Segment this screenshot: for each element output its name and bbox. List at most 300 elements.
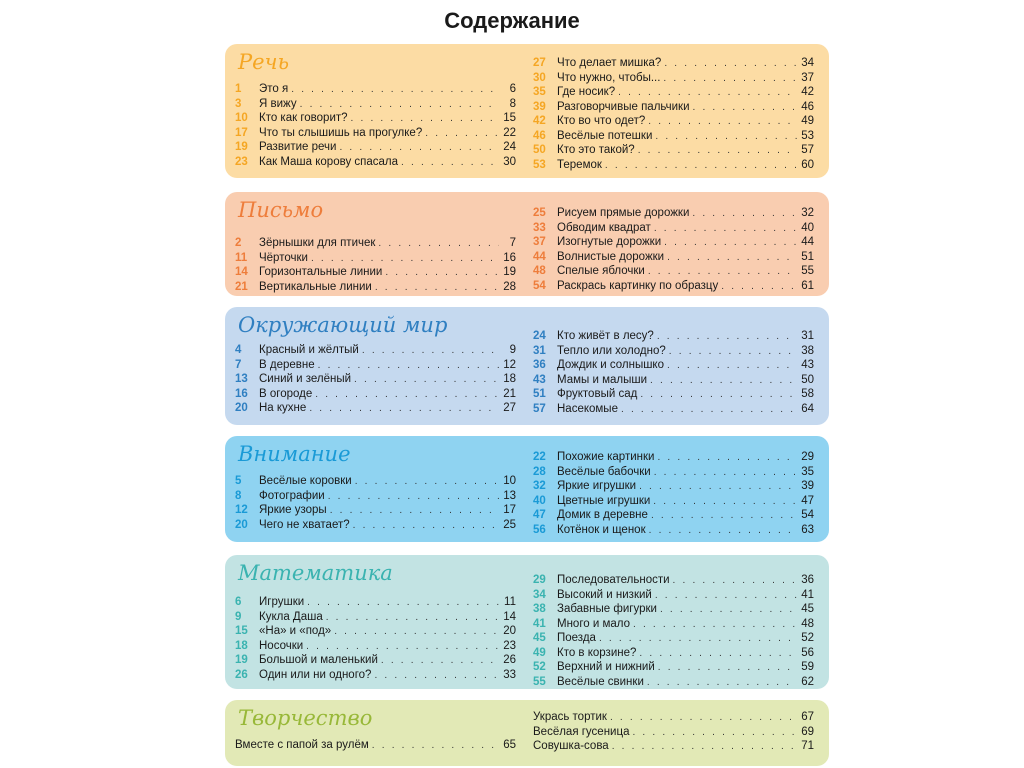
- section-1: [225, 44, 829, 178]
- toc-entry[interactable]: [533, 344, 814, 359]
- entry-page: 6: [509, 83, 516, 95]
- dot-leader: [401, 156, 499, 171]
- entry-title: Укрась тортик: [533, 711, 607, 723]
- entry-page: 57: [801, 144, 814, 156]
- toc-entry[interactable]: [235, 503, 516, 518]
- entry-title: Носочки: [259, 639, 304, 652]
- entry-number: 22: [533, 451, 546, 463]
- entry-number: 51: [533, 388, 546, 400]
- entry-number: 35: [533, 86, 546, 98]
- dot-leader: [599, 632, 797, 647]
- dot-leader: [610, 711, 797, 726]
- entry-page: 37: [801, 71, 814, 84]
- entry-page: 65: [503, 739, 516, 751]
- toc-entry[interactable]: [533, 479, 814, 494]
- entry-title: Тепло или холодно?: [557, 344, 666, 357]
- dot-leader: [334, 625, 499, 640]
- dot-leader: [330, 504, 499, 519]
- toc-entry[interactable]: [235, 668, 516, 683]
- entry-number: 3: [235, 97, 242, 110]
- section-title: Математика: [238, 561, 393, 585]
- toc-entry[interactable]: [533, 725, 814, 740]
- entry-number: 46: [533, 129, 546, 142]
- entry-title: Верхний и нижний: [557, 661, 655, 673]
- entry-page: 8: [509, 97, 516, 110]
- dot-leader: [354, 373, 499, 388]
- entry-title: Вместе с папой за рулём: [235, 739, 369, 751]
- entry-page: 43: [801, 359, 814, 371]
- section-title: Внимание: [238, 442, 351, 466]
- entry-number: 55: [533, 675, 546, 688]
- toc-entry[interactable]: [235, 653, 516, 668]
- toc-entry[interactable]: [533, 402, 814, 417]
- entry-page: 36: [801, 574, 814, 586]
- entry-number: 19: [235, 654, 248, 666]
- entry-title: Чёрточки: [259, 251, 308, 264]
- dot-leader: [651, 509, 797, 524]
- section-title: Творчество: [238, 706, 373, 730]
- entry-page: 69: [801, 725, 814, 738]
- entry-title: Яркие узоры: [259, 504, 327, 516]
- toc-entry[interactable]: [235, 489, 516, 504]
- entry-title: Волнистые дорожки: [557, 250, 665, 263]
- dot-leader: [664, 57, 797, 72]
- entry-title: Домик в деревне: [557, 509, 648, 521]
- entry-page: 55: [801, 265, 814, 277]
- dot-leader: [632, 726, 797, 741]
- toc-entry[interactable]: [235, 97, 516, 112]
- entry-page: 23: [503, 639, 516, 652]
- entry-title: Высокий и низкий: [557, 588, 652, 601]
- section-6: [225, 700, 829, 766]
- toc-entry[interactable]: [533, 85, 814, 100]
- entry-number: 25: [533, 207, 546, 219]
- entry-title: Последовательности: [557, 574, 670, 586]
- entry-title: Я вижу: [259, 97, 297, 110]
- entry-number: 18: [235, 639, 248, 652]
- entry-title: «На» и «под»: [259, 625, 332, 637]
- entry-number: 32: [533, 480, 546, 492]
- dot-leader: [663, 72, 797, 87]
- entry-title: Игрушки: [259, 596, 305, 608]
- toc-column-left: [235, 474, 516, 532]
- entry-page: 63: [801, 523, 814, 536]
- entry-title: Теремок: [557, 158, 602, 171]
- toc-column-right: [533, 710, 814, 754]
- entry-number: 38: [533, 603, 546, 615]
- toc-entry[interactable]: [235, 639, 516, 654]
- entry-page: 9: [509, 344, 516, 356]
- dot-leader: [291, 83, 499, 98]
- dot-leader: [378, 237, 499, 252]
- toc-entry[interactable]: [533, 588, 814, 603]
- entry-page: 62: [801, 675, 814, 688]
- toc-entry[interactable]: [533, 206, 814, 221]
- entry-title: На кухне: [259, 402, 307, 414]
- dot-leader: [307, 596, 499, 611]
- toc-column-right: [533, 329, 814, 416]
- entry-number: 19: [235, 141, 248, 153]
- dot-leader: [372, 739, 499, 754]
- dot-leader: [655, 130, 797, 145]
- toc-entry[interactable]: [533, 465, 814, 480]
- entry-number: 37: [533, 236, 546, 248]
- entry-title: Цветные игрушки: [557, 494, 651, 507]
- entry-page: 42: [801, 86, 814, 98]
- dot-leader: [633, 618, 797, 633]
- dot-leader: [638, 144, 797, 159]
- entry-title: Фотографии: [259, 489, 325, 502]
- dot-leader: [653, 495, 797, 510]
- dot-leader: [649, 524, 797, 539]
- toc-entry[interactable]: [235, 387, 516, 402]
- toc-column-right: [533, 56, 814, 172]
- entry-title: Весёлые бабочки: [557, 465, 651, 478]
- entry-page: 21: [503, 387, 516, 400]
- dot-leader: [315, 388, 499, 403]
- toc-entry[interactable]: [533, 221, 814, 236]
- entry-number: 29: [533, 574, 546, 586]
- section-4: [225, 436, 829, 542]
- entry-page: 13: [503, 489, 516, 502]
- entry-number: 16: [235, 387, 248, 400]
- toc-entry[interactable]: [533, 508, 814, 523]
- dot-leader: [693, 101, 798, 116]
- dot-leader: [657, 330, 797, 345]
- dot-leader: [640, 388, 797, 403]
- toc-column-left: [235, 82, 516, 169]
- entry-page: 18: [503, 373, 516, 385]
- entry-page: 30: [503, 155, 516, 168]
- entry-page: 49: [801, 115, 814, 127]
- toc-entry[interactable]: [235, 624, 516, 639]
- entry-number: 30: [533, 71, 546, 84]
- entry-number: 42: [533, 115, 546, 127]
- dot-leader: [660, 603, 797, 618]
- dot-leader: [654, 222, 797, 237]
- entry-number: 20: [235, 402, 248, 414]
- entry-title: Что нужно, чтобы...: [557, 71, 661, 84]
- toc-entry[interactable]: [533, 631, 814, 646]
- dot-leader: [621, 403, 797, 418]
- entry-page: 24: [503, 141, 516, 153]
- entry-page: 39: [801, 480, 814, 492]
- entry-title: Большой и маленький: [259, 654, 378, 666]
- toc-entry[interactable]: [533, 264, 814, 279]
- entry-number: 23: [235, 155, 248, 168]
- entry-page: 61: [801, 279, 814, 292]
- toc-entry[interactable]: [533, 56, 814, 71]
- toc-entry[interactable]: [533, 450, 814, 465]
- entry-page: 35: [801, 465, 814, 478]
- entry-number: 2: [235, 237, 242, 249]
- entry-title: В деревне: [259, 358, 315, 371]
- toc-column-right: [533, 573, 814, 689]
- toc-entry[interactable]: [533, 100, 814, 115]
- toc-entry[interactable]: [235, 82, 516, 97]
- entry-title: Развитие речи: [259, 141, 337, 153]
- toc-entry[interactable]: [533, 573, 814, 588]
- entry-title: Кукла Даша: [259, 610, 323, 623]
- dot-leader: [654, 466, 797, 481]
- dot-leader: [374, 669, 499, 684]
- entry-title: Как Маша корову спасала: [259, 155, 399, 168]
- section-3: [225, 307, 829, 425]
- toc-column-right: [533, 206, 814, 293]
- entry-page: 64: [801, 402, 814, 415]
- entry-number: 12: [235, 504, 248, 516]
- entry-title: Мамы и малыши: [557, 373, 648, 386]
- section-title: Письмо: [238, 198, 324, 222]
- entry-title: Насекомые: [557, 402, 618, 415]
- dot-leader: [300, 98, 499, 113]
- entry-number: 1: [235, 83, 242, 95]
- toc-entry[interactable]: [533, 129, 814, 144]
- page-title: Содержание: [444, 8, 580, 33]
- dot-leader: [648, 265, 797, 280]
- toc-entry[interactable]: [533, 373, 814, 388]
- entry-page: 25: [503, 518, 516, 531]
- entry-page: 33: [503, 668, 516, 681]
- dot-leader: [639, 647, 797, 662]
- toc-entry[interactable]: [533, 279, 814, 294]
- toc-entry[interactable]: [533, 710, 814, 725]
- entry-page: 11: [504, 596, 516, 608]
- toc-entry[interactable]: [533, 660, 814, 675]
- entry-title: Где носик?: [557, 86, 616, 98]
- toc-column-left: [235, 343, 516, 416]
- entry-page: 60: [801, 158, 814, 171]
- entry-number: 39: [533, 100, 546, 113]
- dot-leader: [353, 519, 499, 534]
- toc-entry[interactable]: [235, 401, 516, 416]
- entry-number: 56: [533, 523, 546, 536]
- entry-number: 47: [533, 509, 546, 521]
- entry-title: Похожие картинки: [557, 451, 655, 463]
- entry-title: Кто в корзине?: [557, 646, 637, 659]
- entry-number: 41: [533, 617, 546, 630]
- dot-leader: [385, 266, 499, 281]
- entry-number: 11: [235, 251, 248, 264]
- entry-page: 53: [801, 129, 814, 142]
- dot-leader: [650, 374, 797, 389]
- toc-entry[interactable]: [533, 329, 814, 344]
- entry-number: 17: [235, 126, 248, 139]
- entry-number: 50: [533, 144, 546, 156]
- entry-page: 47: [801, 494, 814, 507]
- section-5: [225, 555, 829, 689]
- entry-page: 16: [503, 251, 516, 264]
- toc-entry[interactable]: [533, 617, 814, 632]
- entry-title: Зёрнышки для птичек: [259, 237, 376, 249]
- entry-number: 53: [533, 158, 546, 171]
- entry-number: 40: [533, 494, 546, 507]
- entry-page: 31: [801, 330, 814, 342]
- toc-entry[interactable]: [235, 111, 516, 126]
- dot-leader: [648, 115, 797, 130]
- dot-leader: [328, 490, 499, 505]
- dot-leader: [667, 359, 797, 374]
- toc-entry[interactable]: [533, 358, 814, 373]
- toc-entry[interactable]: [533, 71, 814, 86]
- entry-page: 51: [801, 250, 814, 263]
- entry-number: 31: [533, 344, 546, 357]
- entry-title: В огороде: [259, 387, 313, 400]
- entry-page: 7: [509, 237, 516, 249]
- entry-number: 34: [533, 588, 546, 601]
- dot-leader: [664, 236, 797, 251]
- dot-leader: [381, 654, 499, 669]
- entry-title: Кто во что одет?: [557, 115, 646, 127]
- entry-number: 9: [235, 610, 242, 623]
- dot-leader: [311, 252, 499, 267]
- toc-entry[interactable]: [533, 739, 814, 754]
- dot-leader: [318, 359, 499, 374]
- entry-page: 44: [801, 236, 814, 248]
- entry-title: Это я: [259, 83, 289, 95]
- entry-title: Весёлая гусеница: [533, 725, 630, 738]
- entry-page: 45: [801, 603, 814, 615]
- toc-entry[interactable]: [235, 280, 516, 295]
- toc-entry[interactable]: [533, 158, 814, 173]
- entry-number: 13: [235, 373, 248, 385]
- entry-number: 24: [533, 330, 546, 342]
- toc-entry[interactable]: [235, 126, 516, 141]
- entry-title: Разговорчивые пальчики: [557, 100, 690, 113]
- toc-entry[interactable]: [533, 602, 814, 617]
- entry-page: 56: [801, 646, 814, 659]
- toc-entry[interactable]: [533, 114, 814, 129]
- entry-number: 48: [533, 265, 546, 277]
- entry-title: Весёлые коровки: [259, 475, 352, 487]
- toc-entry[interactable]: [235, 595, 516, 610]
- entry-page: 40: [801, 221, 814, 234]
- toc-column-right: [533, 450, 814, 537]
- dot-leader: [605, 159, 797, 174]
- entry-number: 6: [235, 596, 242, 608]
- toc-entry[interactable]: [533, 675, 814, 690]
- entry-page: 22: [503, 126, 516, 139]
- entry-number: 49: [533, 646, 546, 659]
- entry-title: Яркие игрушки: [557, 480, 637, 492]
- entry-page: 52: [801, 632, 814, 644]
- entry-page: 26: [503, 654, 516, 666]
- toc-entry[interactable]: [235, 372, 516, 387]
- toc-entry[interactable]: [235, 236, 516, 251]
- entry-page: 71: [801, 740, 814, 752]
- dot-leader: [721, 280, 797, 295]
- toc-entry[interactable]: [235, 518, 516, 533]
- entry-title: Горизонтальные линии: [259, 266, 383, 278]
- toc-entry[interactable]: [533, 523, 814, 538]
- toc-entry[interactable]: [235, 265, 516, 280]
- toc-entry[interactable]: [235, 358, 516, 373]
- entry-number: 15: [235, 625, 248, 637]
- entry-title: Весёлые свинки: [557, 675, 644, 688]
- entry-title: Что ты слышишь на прогулке?: [259, 126, 423, 139]
- entry-title: Синий и зелёный: [259, 373, 352, 385]
- dot-leader: [655, 589, 797, 604]
- entry-title: Дождик и солнышко: [557, 359, 664, 371]
- entry-page: 19: [503, 266, 516, 278]
- dot-leader: [306, 640, 499, 655]
- entry-number: 45: [533, 632, 546, 644]
- toc-entry[interactable]: [533, 494, 814, 509]
- entry-number: 20: [235, 518, 248, 531]
- entry-title: Рисуем прямые дорожки: [557, 207, 690, 219]
- entry-number: 26: [235, 668, 248, 681]
- entry-number: 57: [533, 402, 546, 415]
- toc-entry[interactable]: [235, 610, 516, 625]
- entry-title: Кто как говорит?: [259, 112, 348, 124]
- toc-column-left: [235, 236, 516, 294]
- entry-page: 67: [801, 711, 814, 723]
- dot-leader: [326, 611, 499, 626]
- toc-entry[interactable]: [533, 143, 814, 158]
- toc-entry[interactable]: [235, 474, 516, 489]
- entry-page: 46: [801, 100, 814, 113]
- dot-leader: [612, 740, 797, 755]
- entry-page: 20: [503, 625, 516, 637]
- entry-number: 28: [533, 465, 546, 478]
- dot-leader: [657, 451, 797, 466]
- entry-page: 29: [801, 451, 814, 463]
- entry-title: Совушка-сова: [533, 740, 609, 752]
- entry-title: Весёлые потешки: [557, 129, 653, 142]
- toc-entry[interactable]: [533, 235, 814, 250]
- entry-title: Что делает мишка?: [557, 57, 662, 69]
- entry-page: 54: [801, 509, 814, 521]
- entry-page: 15: [503, 112, 516, 124]
- entry-title: Раскрась картинку по образцу: [557, 279, 719, 292]
- entry-title: Котёнок и щенок: [557, 523, 646, 536]
- dot-leader: [673, 574, 797, 589]
- dot-leader: [375, 281, 499, 296]
- section-2: [225, 192, 829, 296]
- toc-entry[interactable]: [533, 646, 814, 661]
- toc-entry[interactable]: [235, 343, 516, 358]
- toc-column-left: [235, 738, 516, 753]
- entry-number: 44: [533, 250, 546, 263]
- dot-leader: [618, 86, 797, 101]
- entry-page: 50: [801, 373, 814, 386]
- dot-leader: [362, 344, 499, 359]
- toc-entry[interactable]: [235, 738, 516, 753]
- dot-leader: [425, 127, 499, 142]
- dot-leader: [309, 402, 499, 417]
- dot-leader: [355, 475, 499, 490]
- entry-number: 4: [235, 344, 242, 356]
- toc-entry[interactable]: [533, 250, 814, 265]
- entry-page: 48: [801, 617, 814, 630]
- toc-entry[interactable]: [533, 387, 814, 402]
- toc-entry[interactable]: [235, 155, 516, 170]
- entry-page: 17: [503, 504, 516, 516]
- dot-leader: [339, 141, 499, 156]
- entry-page: 58: [801, 388, 814, 400]
- entry-page: 38: [801, 344, 814, 357]
- entry-page: 14: [503, 610, 516, 623]
- toc-entry[interactable]: [235, 251, 516, 266]
- entry-title: Спелые яблочки: [557, 265, 645, 277]
- toc-entry[interactable]: [235, 140, 516, 155]
- entry-number: 43: [533, 373, 546, 386]
- entry-page: 34: [801, 57, 814, 69]
- section-title: Окружающий мир: [238, 313, 448, 337]
- entry-page: 27: [503, 402, 516, 414]
- dot-leader: [658, 661, 797, 676]
- entry-page: 41: [801, 588, 814, 601]
